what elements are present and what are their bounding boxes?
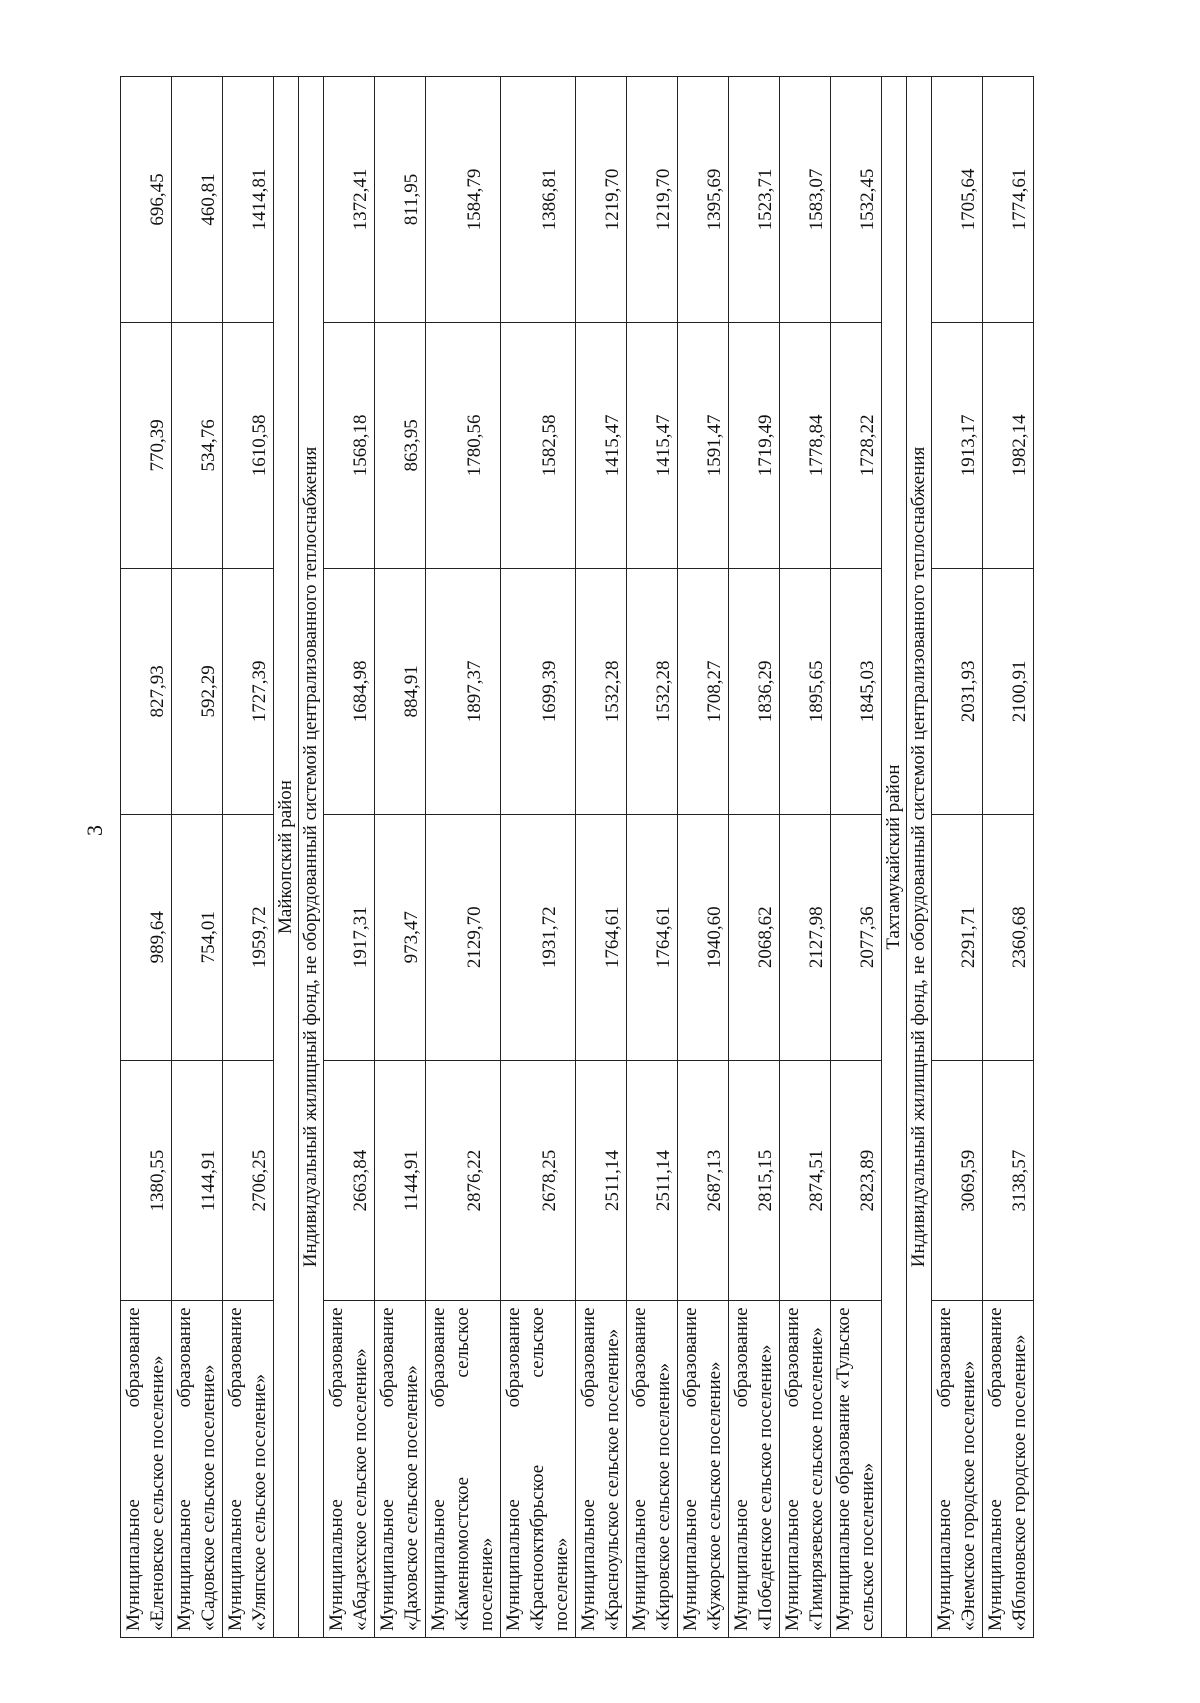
value-cell (729, 814, 780, 1060)
value-text: 2687,13 (704, 1149, 725, 1212)
district-title: Тахтамукайский район (882, 77, 907, 1638)
value-cell (121, 568, 172, 814)
value-text: 1774,61 (1009, 168, 1030, 231)
value-cell (678, 322, 729, 568)
value-cell (223, 568, 274, 814)
value-text: 1708,27 (704, 660, 725, 723)
value-cell (501, 1060, 576, 1301)
value-text: 973,47 (401, 911, 422, 964)
municipality-name: Муниципальное образование «Яблоновское городское поселение» (983, 1301, 1034, 1638)
table-row (729, 77, 780, 1638)
table-row (780, 77, 831, 1638)
value-cell (172, 322, 223, 568)
value-cell (627, 814, 678, 1060)
value-text: 884,91 (401, 665, 422, 718)
municipality-name: Муниципальное образование «Уляпское сельское поселение» (223, 1301, 274, 1638)
value-text: 1897,37 (464, 660, 485, 723)
value-text: 1372,41 (350, 168, 371, 231)
value-text: 1532,28 (602, 660, 623, 723)
value-text: 770,39 (147, 419, 168, 472)
value-text: 1414,81 (249, 168, 270, 231)
value-cell (426, 814, 501, 1060)
value-cell (729, 322, 780, 568)
table-row (375, 77, 426, 1638)
value-cell (121, 77, 172, 323)
value-cell (501, 568, 576, 814)
value-text: 1931,72 (539, 906, 560, 969)
value-text: 1415,47 (653, 414, 674, 477)
value-cell (932, 1060, 983, 1301)
value-cell (172, 1060, 223, 1301)
value-cell (576, 322, 627, 568)
value-cell (678, 77, 729, 323)
value-text: 1610,58 (249, 414, 270, 477)
municipality-name: Муниципальное образование «Тимирязевское сельское поселение» (780, 1301, 831, 1638)
housing-category-title: Индивидуальный жилищный фонд, не оборудованный системой централизованного теплоснабжения (299, 77, 324, 1638)
value-text: 1684,98 (350, 660, 371, 723)
value-cell (576, 77, 627, 323)
value-text: 1719,49 (755, 414, 776, 477)
section-header-row (882, 77, 907, 1638)
municipality-name: Муниципальное образование «Победенское сельское поселение» (729, 1301, 780, 1638)
municipality-name: Муниципальное образование «Даховское сельское поселение» (375, 1301, 426, 1638)
municipality-name: Муниципальное образование «Краснооктябрьское сельское поселение» (501, 1301, 576, 1638)
value-text: 2127,98 (806, 906, 827, 969)
value-cell (121, 814, 172, 1060)
value-text: 2511,14 (602, 1150, 623, 1212)
value-cell (983, 77, 1034, 323)
value-text: 534,76 (198, 419, 219, 472)
table-row (501, 77, 576, 1638)
value-cell (831, 322, 882, 568)
value-text: 1836,29 (755, 660, 776, 723)
value-cell (324, 568, 375, 814)
value-text: 1523,71 (755, 168, 776, 231)
value-cell (172, 77, 223, 323)
value-cell (932, 322, 983, 568)
value-cell (501, 814, 576, 1060)
municipality-name: Муниципальное образование «Кировское сельское поселение» (627, 1301, 678, 1638)
value-text: 1917,31 (350, 906, 371, 969)
municipality-name: Муниципальное образование «Тульское сельское поселение» (831, 1301, 882, 1638)
value-text: 2876,22 (464, 1149, 485, 1212)
value-cell (932, 77, 983, 323)
value-cell (375, 814, 426, 1060)
value-text: 2511,14 (653, 1150, 674, 1212)
value-text: 1895,65 (806, 660, 827, 723)
value-cell (426, 1060, 501, 1301)
value-cell (831, 1060, 882, 1301)
value-text: 2031,93 (958, 660, 979, 723)
value-text: 754,01 (198, 911, 219, 964)
value-cell (121, 322, 172, 568)
value-cell (780, 814, 831, 1060)
value-cell (627, 322, 678, 568)
value-cell (983, 568, 1034, 814)
value-text: 1913,17 (958, 414, 979, 477)
value-text: 1395,69 (704, 168, 725, 231)
table-row (223, 77, 274, 1638)
value-cell (576, 814, 627, 1060)
value-text: 2100,91 (1009, 660, 1030, 723)
value-cell (223, 322, 274, 568)
value-text: 1728,22 (857, 414, 878, 477)
tariff-table (120, 76, 1034, 1638)
value-text: 1699,39 (539, 660, 560, 723)
value-cell (627, 568, 678, 814)
value-cell (983, 1060, 1034, 1301)
value-text: 1845,03 (857, 660, 878, 723)
value-cell (324, 77, 375, 323)
municipality-name: Муниципальное образование «Энемское городское поселение» (932, 1301, 983, 1638)
value-cell (501, 322, 576, 568)
value-cell (375, 322, 426, 568)
value-text: 592,29 (198, 665, 219, 718)
district-title: Майкопский район (274, 77, 299, 1638)
table-body (121, 77, 1034, 1638)
value-text: 460,81 (198, 173, 219, 226)
value-cell (932, 568, 983, 814)
value-text: 1705,64 (958, 168, 979, 231)
value-cell (426, 77, 501, 323)
value-cell (780, 77, 831, 323)
value-text: 1380,55 (147, 1149, 168, 1212)
rotated-table-container (120, 76, 1030, 1638)
municipality-name: Муниципальное образование «Абадзехское сельское поселение» (324, 1301, 375, 1638)
value-cell (678, 1060, 729, 1301)
value-text: 1780,56 (464, 414, 485, 477)
table-row (983, 77, 1034, 1638)
value-cell (780, 322, 831, 568)
value-text: 1568,18 (350, 414, 371, 477)
value-text: 2823,89 (857, 1149, 878, 1212)
value-text: 2077,36 (857, 906, 878, 969)
value-text: 1144,91 (198, 1150, 219, 1212)
municipality-name: Муниципальное образование «Садовское сельское поселение» (172, 1301, 223, 1638)
value-text: 1583,07 (806, 168, 827, 231)
value-cell (678, 814, 729, 1060)
value-cell (501, 77, 576, 323)
value-cell (172, 568, 223, 814)
value-text: 2663,84 (350, 1149, 371, 1212)
value-cell (576, 1060, 627, 1301)
value-cell (375, 77, 426, 323)
table-row (121, 77, 172, 1638)
value-cell (627, 1060, 678, 1301)
value-cell (729, 568, 780, 814)
value-text: 863,95 (401, 419, 422, 472)
value-text: 1959,72 (249, 906, 270, 969)
municipality-name: Муниципальное образование «Каменномостское сельское поселение» (426, 1301, 501, 1638)
value-text: 1591,47 (704, 414, 725, 477)
value-text: 2678,25 (539, 1149, 560, 1212)
value-cell (223, 1060, 274, 1301)
municipality-name: Муниципальное образование «Кужорское сельское поселение» (678, 1301, 729, 1638)
value-text: 1144,91 (401, 1150, 422, 1212)
value-text: 1982,14 (1009, 414, 1030, 477)
value-text: 2068,62 (755, 906, 776, 969)
section-header-row (274, 77, 299, 1638)
value-text: 1584,79 (464, 168, 485, 231)
value-text: 1386,81 (539, 168, 560, 231)
value-cell (932, 814, 983, 1060)
value-text: 1764,61 (602, 906, 623, 969)
municipality-name: Муниципальное образование «Еленовское сельское поселение» (121, 1301, 172, 1638)
table-row (576, 77, 627, 1638)
value-cell (780, 1060, 831, 1301)
value-text: 1219,70 (602, 168, 623, 231)
value-text: 1582,58 (539, 414, 560, 477)
value-cell (223, 77, 274, 323)
value-cell (426, 568, 501, 814)
value-text: 1940,60 (704, 906, 725, 969)
value-text: 2874,51 (806, 1149, 827, 1212)
table-row (932, 77, 983, 1638)
section-subtitle-row (299, 77, 324, 1638)
section-subtitle-row (907, 77, 932, 1638)
value-cell (983, 814, 1034, 1060)
value-text: 989,64 (147, 911, 168, 964)
value-cell (375, 1060, 426, 1301)
value-cell (678, 568, 729, 814)
value-text: 696,45 (147, 173, 168, 226)
table-row (172, 77, 223, 1638)
value-cell (780, 568, 831, 814)
value-cell (426, 322, 501, 568)
value-text: 2815,15 (755, 1149, 776, 1212)
table-row (627, 77, 678, 1638)
value-cell (324, 322, 375, 568)
table-row (426, 77, 501, 1638)
value-text: 811,95 (401, 173, 422, 226)
table-row (831, 77, 882, 1638)
value-text: 827,93 (147, 665, 168, 718)
municipality-name: Муниципальное образование «Красноульское сельское поселение» (576, 1301, 627, 1638)
value-text: 2360,68 (1009, 906, 1030, 969)
value-text: 2291,71 (958, 906, 979, 969)
value-cell (172, 814, 223, 1060)
value-cell (831, 814, 882, 1060)
value-cell (324, 814, 375, 1060)
value-cell (729, 77, 780, 323)
table-row (678, 77, 729, 1638)
value-cell (223, 814, 274, 1060)
page-number: 3 (82, 825, 107, 836)
value-text: 2706,25 (249, 1149, 270, 1212)
table-row (324, 77, 375, 1638)
housing-category-title: Индивидуальный жилищный фонд, не оборудованный системой централизованного теплоснабжения (907, 77, 932, 1638)
value-text: 1532,45 (857, 168, 878, 231)
value-text: 2129,70 (464, 906, 485, 969)
value-cell (983, 322, 1034, 568)
value-text: 1764,61 (653, 906, 674, 969)
value-text: 3069,59 (958, 1149, 979, 1212)
value-text: 1219,70 (653, 168, 674, 231)
value-cell (121, 1060, 172, 1301)
value-cell (627, 77, 678, 323)
value-text: 1415,47 (602, 414, 623, 477)
value-cell (324, 1060, 375, 1301)
value-cell (831, 77, 882, 323)
value-cell (576, 568, 627, 814)
value-cell (729, 1060, 780, 1301)
value-text: 1727,39 (249, 660, 270, 723)
value-cell (375, 568, 426, 814)
value-text: 1778,84 (806, 414, 827, 477)
value-text: 1532,28 (653, 660, 674, 723)
value-cell (831, 568, 882, 814)
value-text: 3138,57 (1009, 1149, 1030, 1212)
